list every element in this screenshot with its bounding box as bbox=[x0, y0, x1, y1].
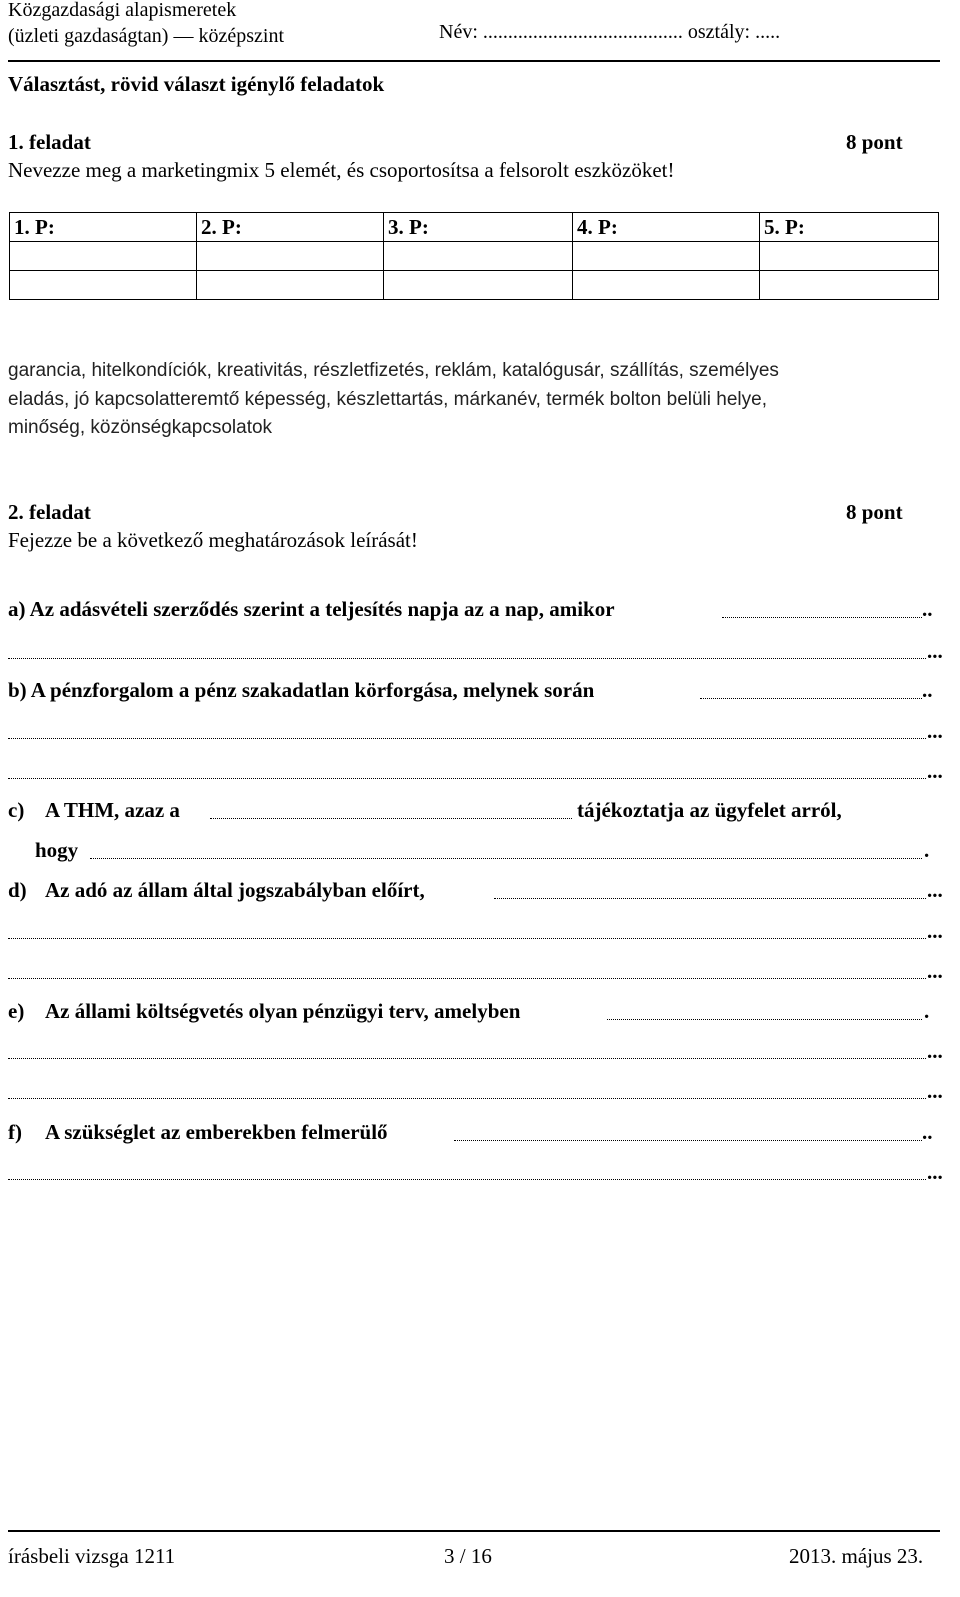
table-row bbox=[10, 242, 939, 271]
question-e-label: e) bbox=[8, 999, 25, 1023]
header-rule bbox=[8, 60, 940, 62]
answer-line[interactable] bbox=[8, 658, 926, 659]
task1-points: 8 pont bbox=[846, 130, 903, 154]
line-end-dots: ... bbox=[927, 1039, 943, 1063]
column-header: 5. P: bbox=[760, 213, 939, 242]
question-d-label: d) bbox=[8, 878, 27, 902]
task2-instruction: Fejezze be a következő meghatározások leírását! bbox=[8, 528, 418, 552]
column-header: 4. P: bbox=[573, 213, 760, 242]
question-f: A szükséglet az emberekben felmerülő bbox=[45, 1120, 388, 1144]
footer-exam-code: írásbeli vizsga 1211 bbox=[8, 1544, 176, 1568]
question-b: b) A pénzforgalom a pénz szakadatlan körforgása, melynek során bbox=[8, 678, 595, 702]
line-end-dot: . bbox=[924, 838, 930, 862]
line-end-dots: ... bbox=[927, 1079, 943, 1103]
question-c: A THM, azaz a bbox=[45, 798, 180, 822]
line-end-dots: ... bbox=[927, 639, 943, 663]
marketing-mix-table bbox=[9, 212, 939, 300]
word-list-line: eladás, jó kapcsolatteremtő képesség, készlettartás, márkanév, termék bolton belüli helye, bbox=[8, 389, 767, 410]
task1-instruction: Nevezze meg a marketingmix 5 elemét, és csoportosítsa a felsorolt eszközöket! bbox=[8, 158, 675, 182]
column-header: 2. P: bbox=[197, 213, 384, 242]
line-end-dots: .. bbox=[922, 1120, 933, 1144]
table-row bbox=[10, 271, 939, 300]
answer-line[interactable] bbox=[8, 1098, 926, 1099]
question-f-label: f) bbox=[8, 1120, 22, 1144]
answer-line[interactable] bbox=[8, 1179, 926, 1180]
answer-cell[interactable] bbox=[760, 242, 939, 271]
column-header: 1. P: bbox=[10, 213, 197, 242]
line-end-dots: .. bbox=[922, 597, 933, 621]
answer-cell[interactable] bbox=[10, 271, 197, 300]
word-list-line: minőség, közönségkapcsolatok bbox=[8, 417, 273, 438]
answer-line[interactable] bbox=[8, 778, 926, 779]
line-end-dots: ... bbox=[927, 878, 943, 902]
page-number: 3 / 16 bbox=[444, 1544, 492, 1568]
line-end-dots: ... bbox=[927, 759, 943, 783]
answer-line[interactable] bbox=[8, 978, 926, 979]
answer-cell[interactable] bbox=[384, 271, 573, 300]
answer-line[interactable] bbox=[722, 617, 922, 618]
table-header-row bbox=[10, 213, 939, 242]
section-title: Választást, rövid választ igénylő feladatok bbox=[8, 72, 385, 96]
answer-cell[interactable] bbox=[197, 242, 384, 271]
question-e: Az állami költségvetés olyan pénzügyi terv, amelyben bbox=[45, 999, 521, 1023]
line-end-dots: ... bbox=[927, 919, 943, 943]
answer-cell[interactable] bbox=[573, 271, 760, 300]
footer-rule bbox=[8, 1530, 940, 1532]
footer-date: 2013. május 23. bbox=[789, 1544, 924, 1568]
answer-line[interactable] bbox=[8, 738, 926, 739]
answer-line[interactable] bbox=[454, 1140, 922, 1141]
line-end-dots: ... bbox=[927, 1160, 943, 1184]
name-class-field[interactable]: Név: ........................................ osztály: ..... bbox=[439, 21, 781, 43]
question-a: a) Az adásvételi szerződés szerint a teljesítés napja az a nap, amikor bbox=[8, 597, 615, 621]
line-end-dots: .. bbox=[922, 678, 933, 702]
question-c-continued: tájékoztatja az ügyfelet arról, bbox=[577, 798, 842, 822]
word-list-line: garancia, hitelkondíciók, kreativitás, részletfizetés, reklám, katalógusár, szállítás, személyes bbox=[8, 360, 779, 381]
question-d: Az adó az állam által jogszabályban előírt, bbox=[45, 878, 425, 902]
subject-subtitle: (üzleti gazdaságtan) — középszint bbox=[8, 25, 284, 47]
column-header: 3. P: bbox=[384, 213, 573, 242]
line-end-dots: ... bbox=[927, 719, 943, 743]
answer-line[interactable] bbox=[494, 898, 926, 899]
task2-points: 8 pont bbox=[846, 500, 903, 524]
subject-title: Közgazdasági alapismeretek bbox=[8, 0, 237, 21]
answer-line[interactable] bbox=[90, 858, 922, 859]
answer-line[interactable] bbox=[700, 698, 922, 699]
question-c-hogy: hogy bbox=[35, 838, 79, 862]
answer-line[interactable] bbox=[8, 938, 926, 939]
answer-line[interactable] bbox=[8, 1058, 926, 1059]
line-end-dot: . bbox=[924, 999, 930, 1023]
question-c-label: c) bbox=[8, 798, 25, 822]
answer-line[interactable] bbox=[210, 818, 572, 819]
task2-title: 2. feladat bbox=[8, 500, 91, 524]
line-end-dots: ... bbox=[927, 959, 943, 983]
answer-line[interactable] bbox=[607, 1019, 922, 1020]
answer-cell[interactable] bbox=[197, 271, 384, 300]
answer-cell[interactable] bbox=[384, 242, 573, 271]
answer-cell[interactable] bbox=[760, 271, 939, 300]
answer-cell[interactable] bbox=[573, 242, 760, 271]
answer-cell[interactable] bbox=[10, 242, 197, 271]
task1-title: 1. feladat bbox=[8, 130, 91, 154]
